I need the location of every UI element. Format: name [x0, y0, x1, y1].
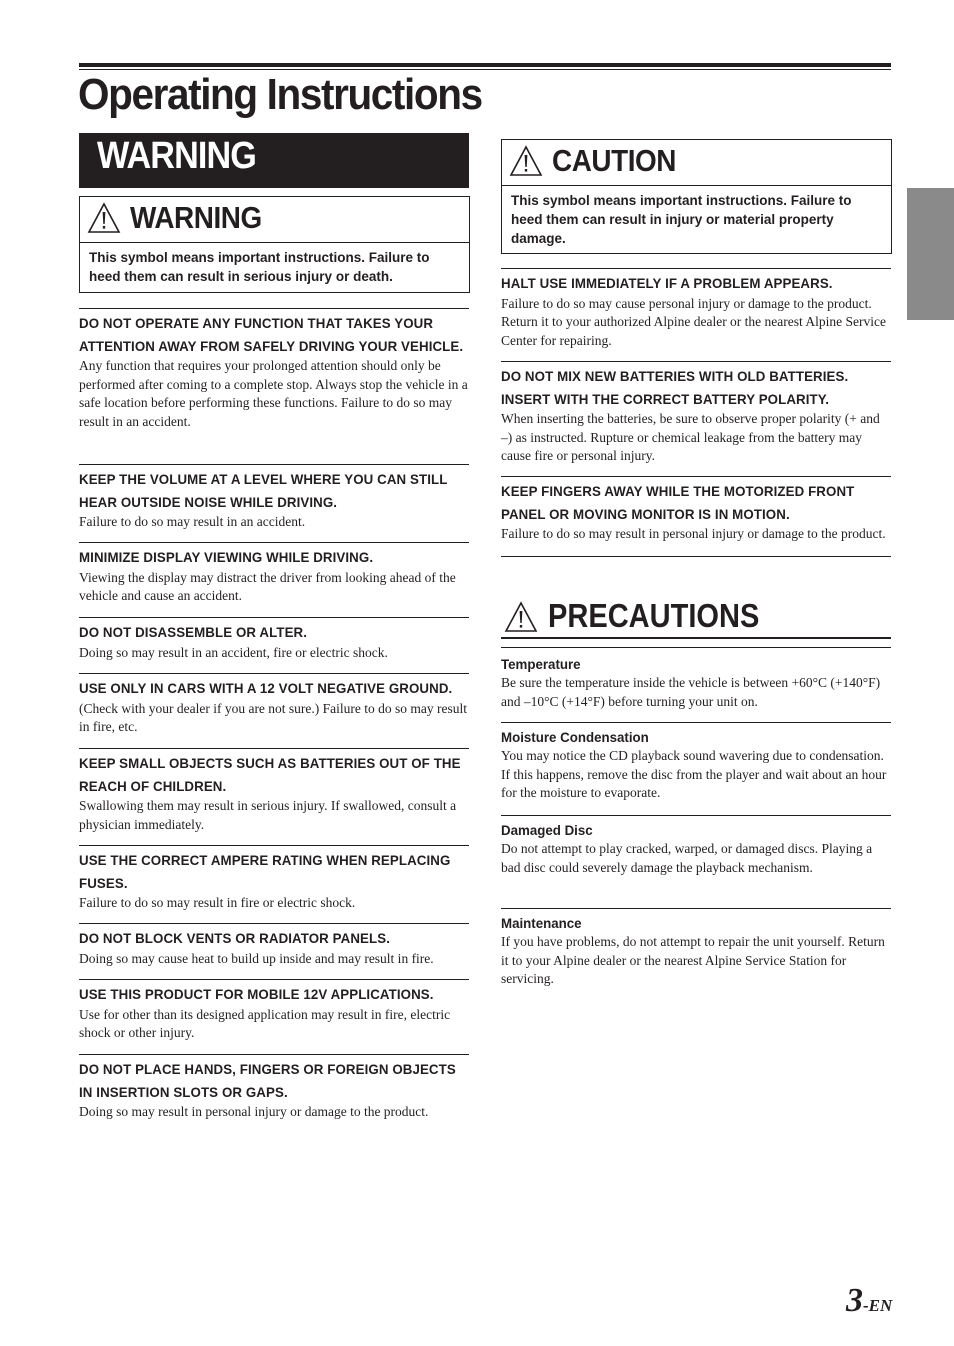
section-heading: DO NOT PLACE HANDS, FINGERS OR FOREIGN OBJECTS IN INSERTION SLOTS OR GAPS.	[79, 1061, 456, 1100]
section-body: (Check with your dealer if you are not sure.) Failure to do so may result in fire, etc.	[79, 700, 468, 735]
page-number	[846, 1282, 892, 1320]
precaution-item	[501, 815, 891, 877]
section-heading: USE ONLY IN CARS WITH A 12 VOLT NEGATIVE GROUND.	[79, 680, 453, 696]
section-body: Doing so may cause heat to build up inside and may result in fire.	[79, 950, 434, 966]
caution-symbol-box	[501, 139, 892, 254]
warning-section	[79, 464, 469, 532]
precaution-body: Be sure the temperature inside the vehicle is between +60°C (+140°F) and –10°C (+14°F) before turning your unit on.	[501, 675, 881, 709]
section-body: Viewing the display may distract the driver from looking ahead of the vehicle and cause an accident.	[79, 569, 456, 604]
section-heading: KEEP THE VOLUME AT A LEVEL WHERE YOU CAN STILL HEAR OUTSIDE NOISE WHILE DRIVING.	[79, 471, 448, 510]
section-heading: MINIMIZE DISPLAY VIEWING WHILE DRIVING.	[79, 549, 374, 565]
page-title: Operating Instructions	[78, 70, 482, 119]
section-heading: KEEP SMALL OBJECTS SUCH AS BATTERIES OUT OF THE REACH OF CHILDREN.	[79, 755, 461, 794]
warning-section	[79, 923, 469, 968]
precaution-heading: Damaged Disc	[501, 822, 593, 838]
warning-section	[79, 979, 469, 1043]
section-body: Failure to do so may result in an accident.	[79, 514, 306, 529]
section-heading: DO NOT OPERATE ANY FUNCTION THAT TAKES YOUR ATTENTION AWAY FROM SAFELY DRIVING YOUR VEHICLE.	[79, 315, 464, 354]
warning-triangle-icon	[503, 601, 539, 633]
warning-symbol-box	[79, 196, 470, 293]
precautions-label: PRECAUTIONS	[548, 597, 760, 634]
section-body: Doing so may result in personal injury or damage to the product.	[79, 1104, 429, 1119]
section-heading: USE THE CORRECT AMPERE RATING WHEN REPLACING FUSES.	[79, 852, 451, 891]
section-tab	[907, 188, 954, 320]
top-rule	[79, 63, 891, 67]
warning-section	[79, 748, 469, 834]
precaution-item	[501, 650, 891, 711]
warning-section	[79, 542, 469, 606]
section-heading: DO NOT DISASSEMBLE OR ALTER.	[79, 624, 308, 640]
precaution-heading: Moisture Condensation	[501, 729, 649, 745]
section-body: Any function that requires your prolonged attention should only be performed after coming to a complete stop. Always stop the vehicle in a safe location before performing these functions. Failure to do so may result in an accident.	[79, 358, 468, 429]
warning-banner	[79, 133, 469, 188]
caution-symbol-label: CAUTION	[552, 143, 676, 178]
warning-section	[79, 673, 469, 737]
section-body: Use for other than its designed application may result in fire, electric shock or other injury.	[79, 1006, 451, 1041]
section-body: Swallowing them may result in serious injury. If swallowed, consult a physician immediately.	[79, 798, 457, 832]
precaution-item	[501, 908, 891, 989]
warning-triangle-icon	[87, 202, 121, 234]
section-body: Failure to do so may cause personal injury or damage to the product. Return it to your authorized Alpine dealer or the nearest Alpine Service Center for repairing.	[501, 295, 887, 348]
caution-symbol-header	[502, 140, 891, 186]
divider	[501, 647, 891, 648]
section-body: Failure to do so may result in fire or electric shock.	[79, 895, 356, 910]
section-heading: USE THIS PRODUCT FOR MOBILE 12V APPLICATIONS.	[79, 986, 434, 1002]
page-number-value: 3	[846, 1282, 863, 1319]
section-heading: HALT USE IMMEDIATELY IF A PROBLEM APPEARS.	[501, 275, 833, 291]
section-heading: KEEP FINGERS AWAY WHILE THE MOTORIZED FRONT PANEL OR MOVING MONITOR IS IN MOTION.	[501, 483, 855, 522]
warning-symbol-header	[80, 197, 469, 243]
warning-banner-label: WARNING	[97, 135, 256, 177]
precaution-body: If you have problems, do not attempt to repair the unit yourself. Return it to your Alpine dealer or the nearest Alpine Service Station for servicing.	[501, 934, 885, 987]
warning-symbol-label: WARNING	[130, 200, 262, 235]
page-number-suffix: -EN	[863, 1296, 893, 1315]
caution-section	[501, 268, 891, 350]
section-body: Doing so may result in an accident, fire or electric shock.	[79, 644, 388, 660]
warning-section	[79, 1054, 469, 1122]
precaution-item	[501, 722, 891, 803]
warning-triangle-icon	[509, 145, 543, 177]
precaution-body: Do not attempt to play cracked, warped, or damaged discs. Playing a bad disc could severely damage the playback mechanism.	[501, 841, 873, 875]
section-body: Failure to do so may result in personal injury or damage to the product.	[501, 526, 886, 541]
precautions-header	[501, 597, 891, 639]
caution-section	[501, 361, 891, 466]
precaution-body: You may notice the CD playback sound wavering due to condensation. If this happens, remove the disc from the player and wait about an hour for the moisture to evaporate.	[501, 748, 887, 801]
section-heading: DO NOT MIX NEW BATTERIES WITH OLD BATTERIES. INSERT WITH THE CORRECT BATTERY POLARITY.	[501, 368, 849, 407]
precaution-heading: Temperature	[501, 656, 581, 672]
caution-section	[501, 476, 891, 557]
caution-symbol-description: This symbol means important instructions. Failure to heed them can result in injury or material property damage.	[511, 193, 852, 246]
section-heading: DO NOT BLOCK VENTS OR RADIATOR PANELS.	[79, 930, 391, 946]
warning-symbol-description: This symbol means important instructions. Failure to heed them can result in serious injury or death.	[89, 250, 430, 284]
precaution-heading: Maintenance	[501, 915, 582, 931]
section-body: When inserting the batteries, be sure to observe proper polarity (+ and –) as instructed. Rupture or chemical leakage from the battery may cause fire or personal injury.	[501, 411, 880, 464]
warning-section	[79, 845, 469, 913]
warning-section	[79, 617, 469, 662]
warning-section	[79, 308, 469, 431]
